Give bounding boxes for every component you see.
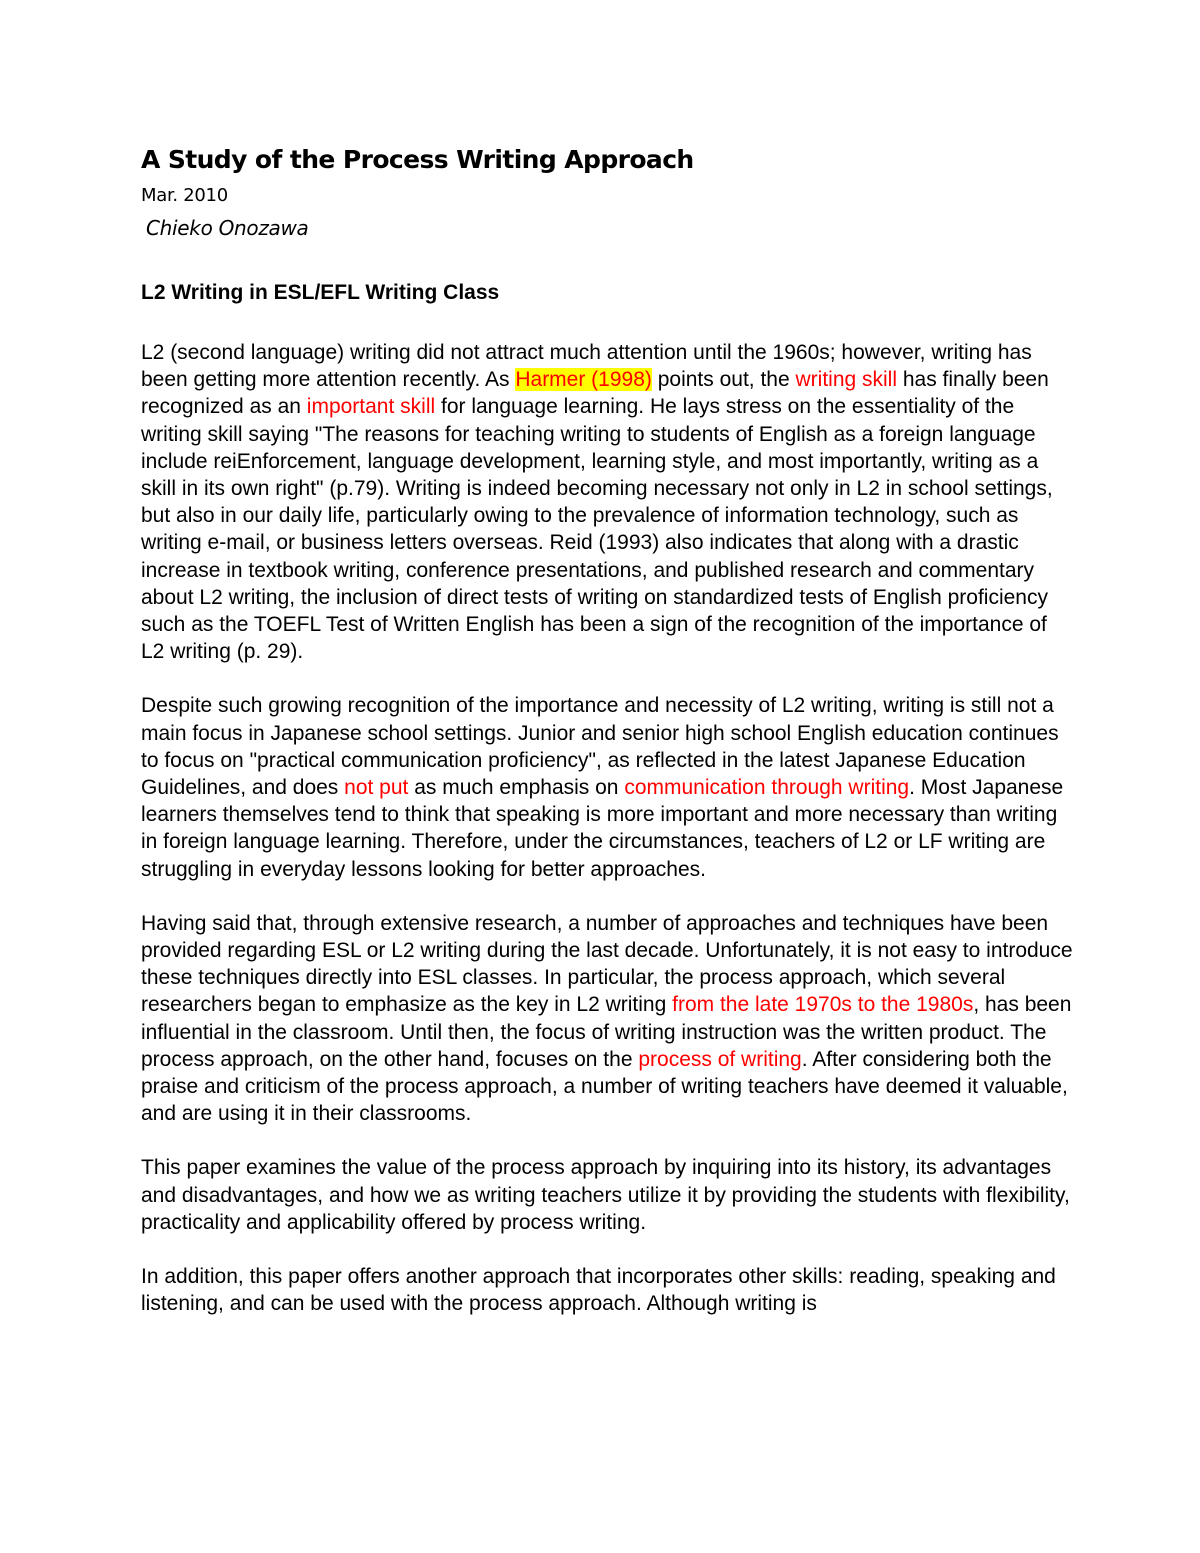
paragraph-text: In addition, this paper offers another approach that incorporates other skills: reading, speaking and listening, and can be used with the process approach. Although writing is [141, 1265, 1056, 1316]
paragraph-3 [141, 910, 1076, 1128]
red-annotation: from the late 1970s to the 1980s [672, 993, 974, 1017]
paragraph-text: for language learning. He lays stress on the essentiality of the writing skill saying "The reasons for teaching writing to students of English as a foreign language include reiEnforcement, language development, learning style, and most importantly, writing as a skill in its own right" (p.79). Writing is indeed becoming necessary not only in L2 in school settings, but also in our daily life, particularly owing to the prevalence of information technology, such as writing e-mail, or business letters overseas. Reid (1993) also indicates that along with a drastic increase in textbook writing, conference presentations, and published research and commentary about L2 writing, the inclusion of direct tests of writing on standardized tests of English proficiency such as the TOEFL Test of Written English has been a sign of the recognition of the importance of L2 writing (p. 29). [141, 395, 1053, 664]
red-annotation: writing skill [795, 368, 898, 392]
paragraph-text: L2 (second language) writing did not attract much attention until the 1960s; however, writing has been getting more attention recently. As [141, 341, 1032, 392]
document-body [141, 140, 1076, 1318]
document-author: Chieko Onozawa [146, 216, 309, 240]
paragraph-1 [141, 339, 1076, 665]
paragraph-text: . After considering both the praise and criticism of the process approach, a number of writing teachers have deemed it valuable, and are using it in their classrooms. [141, 1047, 1068, 1126]
section-heading: L2 Writing in ESL/EFL Writing Class [141, 281, 500, 304]
highlighted-citation: Harmer (1998) [515, 368, 652, 392]
paragraph-2 [141, 692, 1076, 882]
document-date: Mar. 2010 [141, 185, 228, 206]
red-annotation: not put [344, 776, 409, 800]
paragraph-text: has finally been recognized as an [141, 368, 1049, 419]
red-annotation: communication through writing [624, 776, 910, 800]
paragraph-text: , has been influential in the classroom. Until then, the focus of writing instruction was the written product. The process approach, on the other hand, focuses on the [141, 993, 1072, 1071]
paragraph-text: Despite such growing recognition of the importance and necessity of L2 writing, writing is still not a main focus in Japanese school settings. Junior and senior high school English education continues to focus on "practical communication proficiency", as reflected in the latest Japanese Education Guidelines, and does [141, 694, 1059, 800]
paragraph-text: This paper examines the value of the process approach by inquiring into its history, its advantages and disadvantages, and how we as writing teachers utilize it by providing the students with flexibility, practicality and applicability offered by process writing. [141, 1156, 1070, 1234]
paragraph-text: as much emphasis on [408, 776, 625, 800]
paragraph-text: . Most Japanese learners themselves tend to think that speaking is more important and more necessary than writing in foreign language learning. Therefore, under the circumstances, teachers of L2 or LF writing are struggling in everyday lessons looking for better approaches. [141, 776, 1064, 881]
document-title: A Study of the Process Writing Approach [141, 145, 694, 174]
paragraph-5 [141, 1263, 1076, 1317]
red-annotation: process of writing [638, 1047, 802, 1071]
paragraph-text: Having said that, through extensive research, a number of approaches and techniques have been provided regarding ESL or L2 writing during the last decade. Unfortunately, it is not easy to introduce these techniques directly into ESL classes. In particular, the process approach, which several researchers began to emphasize as the key in L2 writing [141, 911, 1073, 1017]
red-annotation: important skill [306, 395, 436, 419]
paragraph-text: points out, the [651, 368, 796, 392]
paragraph-4 [141, 1154, 1076, 1236]
